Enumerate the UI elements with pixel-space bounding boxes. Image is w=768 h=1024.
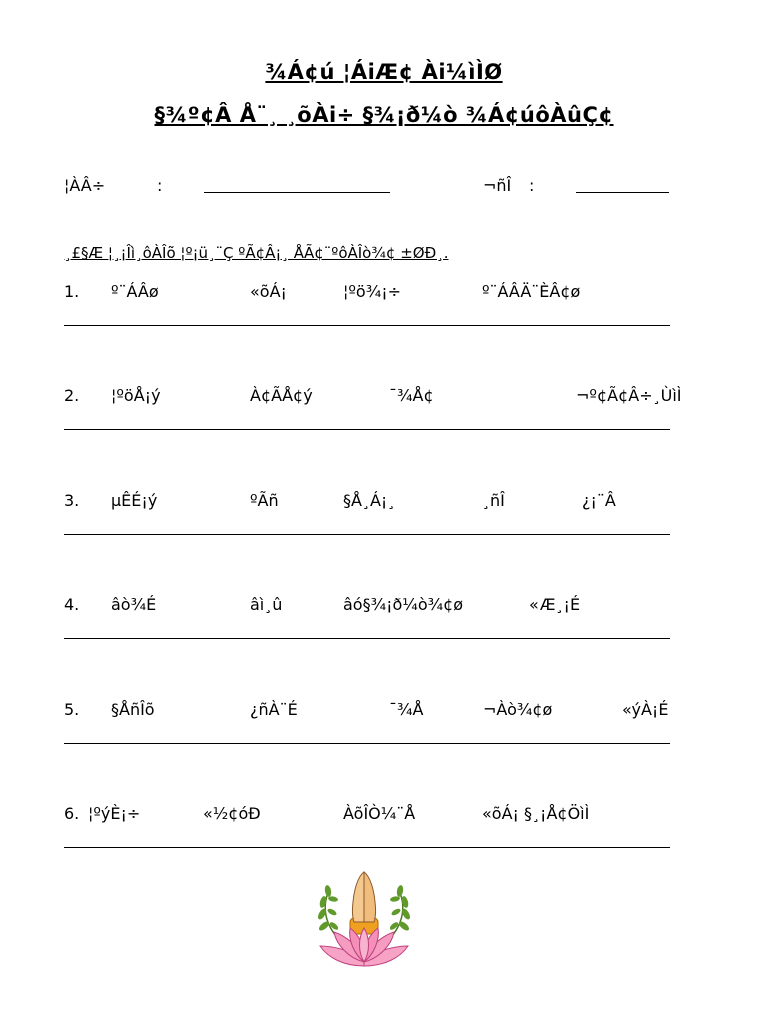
jumbled-word: âó§¾¡ð¼ò¾¢ø (343, 595, 464, 614)
jumbled-word: µÊÉ¡ý (111, 491, 158, 510)
jumbled-word: ¿¡¨Â (582, 491, 616, 510)
answer-line[interactable] (64, 429, 670, 430)
school-name: §¾º¢Â Å¨¸ ¸õÀi÷ §¾¡ð¼ò ¾Á¢úôÀûÇ¢ (154, 103, 614, 127)
jumbled-word: ¦ºýÈ¡÷ (88, 804, 141, 823)
question-number: 5. (64, 700, 80, 719)
jumbled-word: «õÁ¡ (250, 282, 287, 301)
answer-line[interactable] (64, 638, 670, 639)
jumbled-word: §Å¸Á¡¸ (343, 491, 396, 510)
question-row-3 (0, 491, 768, 521)
question-number: 3. (64, 491, 80, 510)
answer-line[interactable] (64, 325, 670, 326)
jumbled-word: ¬º¢Ã¢Â÷¸ÙìÌ (576, 386, 682, 405)
name-label: ¦ÀÂ÷ (64, 176, 106, 195)
jumbled-word: º¨ÁÂø (111, 282, 159, 301)
jumbled-word: ºÃñ (250, 491, 279, 510)
jumbled-word: ¦ºöÅ¡ý (111, 386, 161, 405)
question-number: 4. (64, 595, 80, 614)
worksheet-title: ¾Á¢ú ¦ÁiÆ¢ Ài¼ìÌØ (265, 60, 503, 84)
jumbled-word: âì¸û (250, 595, 283, 614)
jumbled-word: ¬Àò¾¢ø (483, 700, 553, 719)
question-number: 6. (64, 804, 80, 823)
jumbled-word: À¢ÃÅ¢ý (250, 386, 313, 405)
instruction-text: ¸£§Æ ¦¸¡Îì¸ôÀÎõ ¦º¡ü¸¨Ç ºÃ¢Â¡¸ ÅÃ¢¨ºôÀÎò¾¢ ±ØÐ¸. (64, 244, 449, 262)
question-row-2 (0, 386, 768, 416)
question-row-1 (0, 282, 768, 312)
lotus-icon (320, 928, 408, 966)
laurel-right-icon (389, 885, 412, 936)
question-row-6 (0, 804, 768, 834)
laurel-left-icon (316, 885, 339, 936)
question-number: 1. (64, 282, 80, 301)
jumbled-word: ¯¾Å¢ (389, 386, 434, 405)
jumbled-word: «½¢óÐ (203, 804, 261, 823)
answer-line[interactable] (64, 534, 670, 535)
date-colon: : (529, 176, 535, 195)
jumbled-word: ¿ñÀ¨É (250, 700, 298, 719)
jumbled-word: º¨ÁÂÄ¨ÈÂ¢ø (482, 282, 581, 301)
date-label: ¬ñÎ (483, 176, 512, 195)
question-row-4 (0, 595, 768, 625)
jumbled-word: ¸ñÎ (482, 491, 505, 510)
praying-hands-lotus-icon (314, 866, 414, 970)
jumbled-word: ¦ºö¾¡÷ (343, 282, 402, 301)
question-number: 2. (64, 386, 80, 405)
jumbled-word: ÀõÎÒ¼¨Å (343, 804, 416, 823)
jumbled-word: ¯¾Å (389, 700, 424, 719)
jumbled-word: «ýÀ¡É (622, 700, 669, 719)
jumbled-word: «Æ¸¡É (529, 595, 581, 614)
date-field[interactable] (576, 192, 669, 193)
jumbled-word: §ÅñÎõ (111, 700, 155, 719)
answer-line[interactable] (64, 847, 670, 848)
question-row-5 (0, 700, 768, 730)
name-colon: : (157, 176, 163, 195)
jumbled-word: «õÁ¡ §¸¡Å¢ÖìÌ (482, 804, 590, 823)
answer-line[interactable] (64, 743, 670, 744)
name-field[interactable] (204, 192, 390, 193)
jumbled-word: âò¾É (111, 595, 157, 614)
praying-hands-icon (352, 872, 375, 922)
